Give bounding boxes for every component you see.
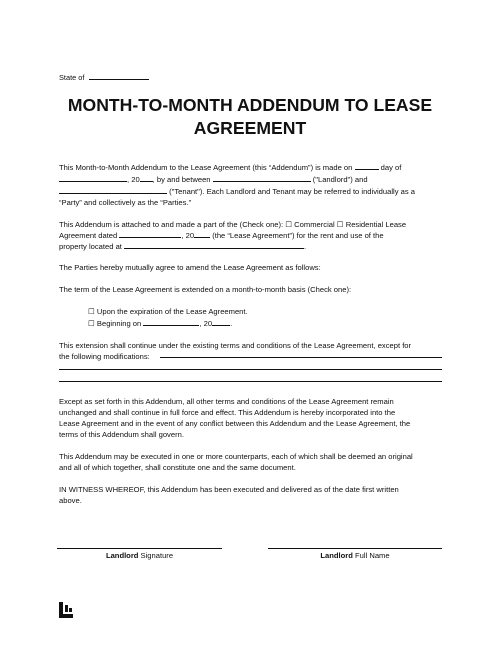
para2-text: . (304, 242, 307, 251)
tenant-name-blank[interactable] (59, 186, 167, 194)
year-blank[interactable] (140, 174, 153, 182)
document-title-line1: MONTH-TO-MONTH ADDENDUM TO LEASE (67, 95, 433, 115)
document-title-line2: AGREEMENT (193, 118, 307, 138)
fullname-label-rest: Full Name (352, 551, 390, 560)
para2-line1: This Addendum is attached to and made a part of the (Check one): ☐ Commercial ☐ Residential Lease (59, 220, 407, 229)
para7-line1: This Addendum may be executed in one or more counterparts, each of which shall be deemed an original (59, 452, 413, 461)
option-text: ☐ Beginning on (88, 319, 142, 328)
para7-line2: and all of which together, shall constitute one and the same document. (59, 463, 296, 472)
para1-line1 (59, 162, 447, 174)
beginning-year-blank[interactable] (212, 318, 233, 328)
para6-line3: Lease Agreement and in the event of any conflict between this Addendum and the Lease Agreement, the (59, 419, 411, 428)
para1-text: day of (380, 163, 402, 172)
signature-label-bold: Landlord (105, 551, 139, 560)
signature-label-rest: Signature (138, 551, 174, 560)
landlord-fullname-line[interactable] (268, 548, 442, 549)
brand-logo-icon (59, 602, 73, 618)
para4: The term of the Lease Agreement is extended on a month-to-month basis (Check one): (59, 285, 352, 294)
para2-line3 (59, 241, 447, 253)
day-blank[interactable] (355, 162, 379, 170)
para2-text: Agreement dated (59, 231, 118, 240)
para1-text: This Month-to-Month Addendum to the Lease Agreement (this “Addendum”) is made on (59, 163, 353, 172)
state-blank[interactable] (89, 72, 149, 80)
para1-line4: “Party” and collectively as the “Parties.” (59, 198, 192, 207)
para3: The Parties hereby mutually agree to amend the Lease Agreement as follows: (59, 263, 321, 272)
para6-line4: terms of this Addendum shall govern. (59, 430, 184, 439)
para5-line1: This extension shall continue under the existing terms and conditions of the Lease Agreement, except for (59, 341, 412, 350)
para2-text: property located at (59, 242, 122, 251)
modifications-line-3[interactable] (59, 381, 442, 382)
landlord-name-blank[interactable] (213, 174, 311, 182)
modifications-line-2[interactable] (59, 369, 442, 370)
para2-line2 (59, 230, 447, 242)
fullname-label-bold: Landlord (320, 551, 353, 560)
landlord-signature-line[interactable] (57, 548, 222, 549)
option-text: . (230, 319, 233, 328)
para1-text: ("Landlord") and (312, 175, 368, 184)
property-address-blank[interactable] (124, 241, 307, 251)
modifications-line-1[interactable] (160, 357, 442, 358)
para8-line1: IN WITNESS WHEREOF, this Addendum has been executed and delivered as of the date first written (59, 485, 399, 494)
option-expiration[interactable]: ☐ Upon the expiration of the Lease Agreement. (88, 307, 248, 316)
para2-text: (the “Lease Agreement”) for the rent and use of the (212, 231, 384, 240)
beginning-date-blank[interactable] (143, 318, 199, 326)
para2-text: , 20 (181, 231, 195, 240)
lease-year-blank[interactable] (194, 230, 210, 238)
para8-line2: above. (59, 496, 82, 505)
para5-text: the following modifications: (59, 352, 150, 361)
state-label: State of (59, 73, 85, 82)
option-beginning[interactable] (88, 318, 476, 330)
para1-line3 (59, 186, 447, 198)
para1-text: ("Tenant"). Each Landlord and Tenant may be referred to individually as a (169, 187, 415, 196)
para6-line2: unchanged and shall continue in full force and effect. This Addendum is hereby incorporated into the (59, 408, 396, 417)
option-text: , 20 (199, 319, 213, 328)
para1-text: , 20 (127, 175, 140, 184)
lease-date-blank[interactable] (119, 230, 181, 238)
landlord-fullname-label (268, 551, 442, 560)
landlord-signature-label (57, 551, 222, 560)
month-blank[interactable] (59, 174, 127, 182)
para6-line1: Except as set forth in this Addendum, all other terms and conditions of the Lease Agreement remain (59, 397, 394, 406)
para1-line2 (59, 174, 447, 186)
para1-text: , by and between (152, 175, 211, 184)
state-line (59, 72, 149, 82)
